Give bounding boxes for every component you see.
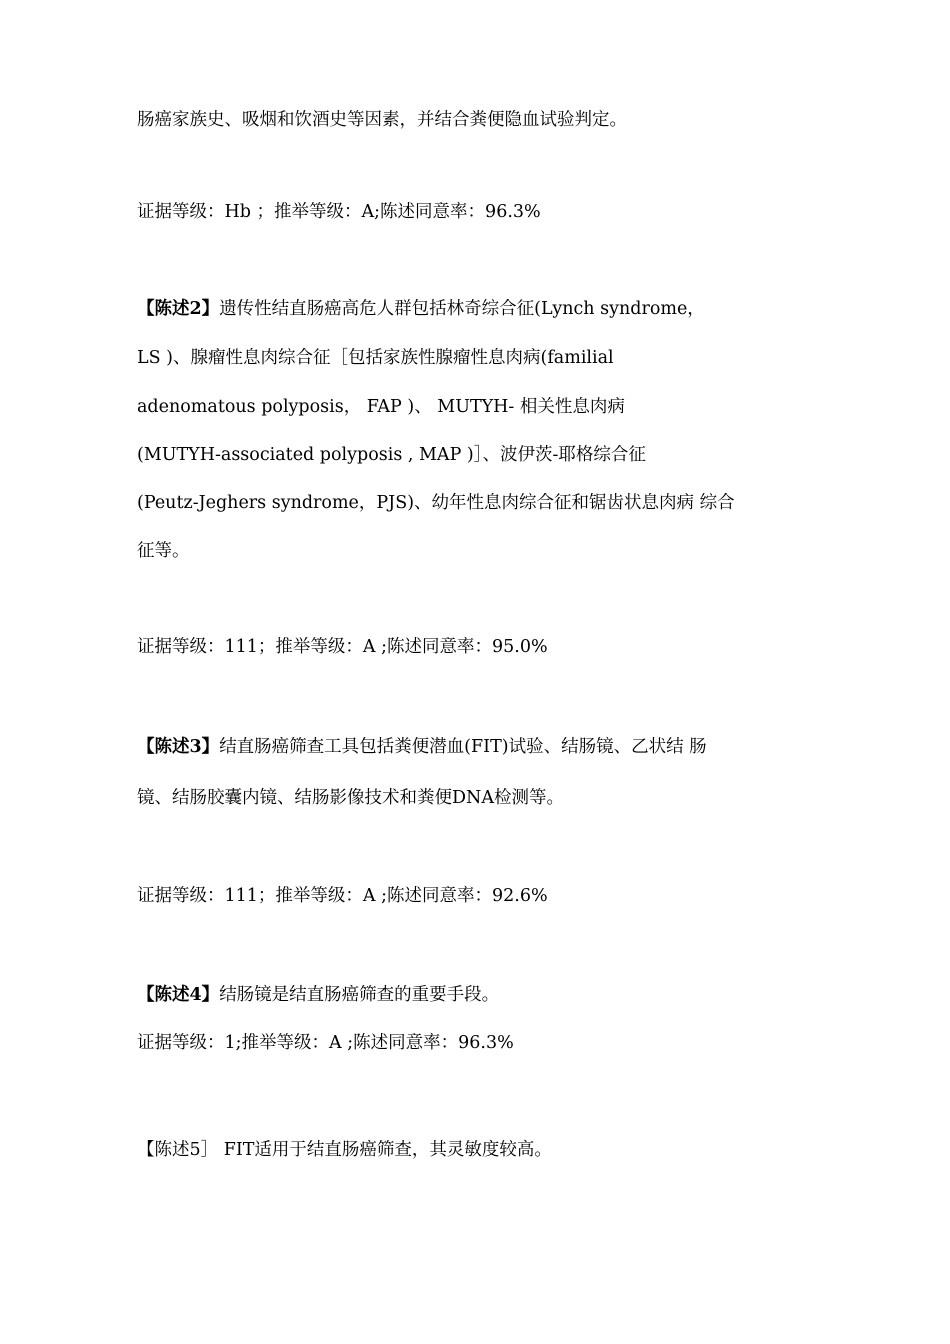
statement-tag: 【陈述2】 [137,299,220,319]
paragraph-text: 征等。 [137,541,190,561]
evidence-text: 证据等级：Hb ；推举等级：A;陈述同意率：96.3% [137,202,541,222]
statement-5-line-1 [137,1138,552,1162]
paragraph-text: 遗传性结直肠癌高危人群包括林奇综合征(Lynch syndrome， [219,299,705,319]
evidence-text: 证据等级：111；推举等级：A ;陈述同意率：95.0% [137,637,548,657]
evidence-line [137,884,548,908]
statement-2-line-3 [137,395,625,419]
paragraph-text: 结肠镜是结直肠癌筛查的重要手段。 [219,985,500,1005]
statement-3-line-2 [137,786,564,810]
evidence-line [137,200,541,224]
paragraph-text: 肠癌家族史、吸烟和饮酒史等因素，并结合粪便隐血试验判定。 [137,110,627,130]
statement-2-line-2 [137,346,614,370]
statement-tag: 【陈述4】 [137,985,220,1005]
statement-2-line-4 [137,443,646,467]
statement-2-line-1 [137,297,705,321]
paragraph-text: (MUTYH-associated polyposis , MAP )］、波伊茨-耶格综合征 [137,445,646,465]
evidence-line [137,1031,514,1055]
evidence-line [137,635,548,659]
text-line [137,108,627,132]
statement-2-line-5 [137,491,735,515]
paragraph-text: adenomatous polyposis， FAP )、 MUTYH- 相关性息肉病 [137,397,625,417]
paragraph-text: 结直肠癌筛查工具包括粪便潜血(FIT)试验、结肠镜、乙状结 肠 [219,737,707,757]
evidence-text: 证据等级：111；推举等级：A ;陈述同意率：92.6% [137,886,548,906]
paragraph-text: 【陈述5］ FIT适用于结直肠癌筛查，其灵敏度较高。 [137,1140,552,1160]
paragraph-text: LS )、腺瘤性息肉综合征［包括家族性腺瘤性息肉病(familial [137,348,614,368]
statement-3-line-1 [137,735,707,759]
paragraph-text: 镜、结肠胶囊内镜、结肠影像技术和粪便DNA检测等。 [137,788,564,808]
statement-tag: 【陈述3】 [137,737,220,757]
evidence-text: 证据等级：1;推举等级：A ;陈述同意率：96.3% [137,1033,514,1053]
statement-2-line-6 [137,539,190,563]
paragraph-text: (Peutz-Jeghers syndrome，PJS)、幼年性息肉综合征和锯齿状息肉病 综合 [137,493,735,513]
statement-4-line-1 [137,983,499,1007]
